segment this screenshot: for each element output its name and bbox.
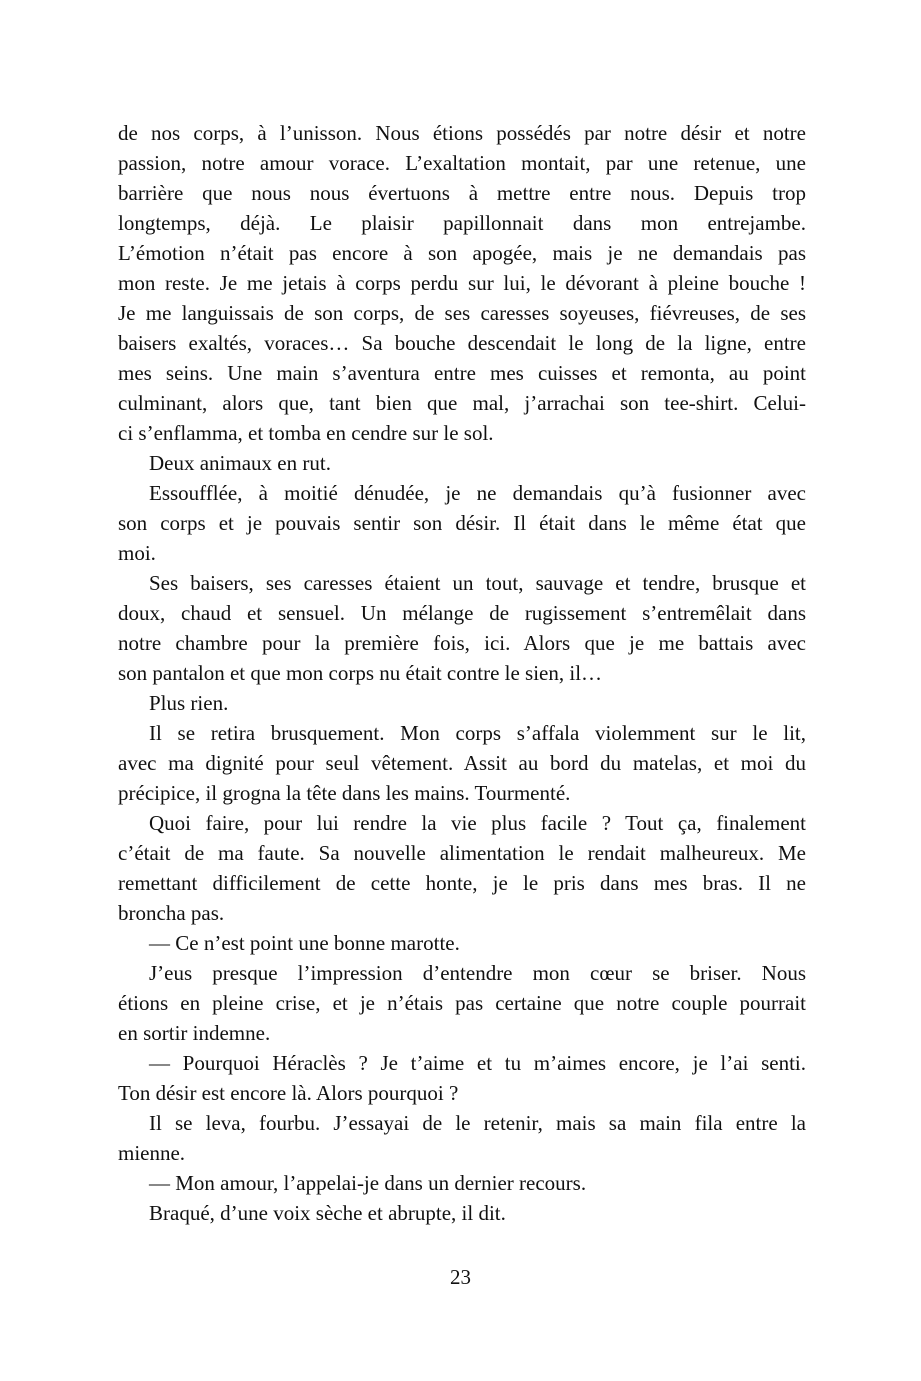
- text-line: barrière que nous nous évertuons à mettre entre nous. Depuis trop: [118, 181, 806, 205]
- text-line: J’eus presque l’impression d’entendre mon cœur se briser. Nous: [149, 961, 806, 985]
- text-line: c’était de ma faute. Sa nouvelle alimentation le rendait malheureux. Me: [118, 841, 806, 865]
- text-line: Ses baisers, ses caresses étaient un tout, sauvage et tendre, brusque et: [149, 571, 806, 595]
- text-line: — Ce n’est point une bonne marotte.: [149, 931, 460, 955]
- text-line: Quoi faire, pour lui rendre la vie plus facile ? Tout ça, finalement: [149, 811, 806, 835]
- text-line: — Mon amour, l’appelai-je dans un dernier recours.: [149, 1171, 587, 1195]
- text-line: son corps et je pouvais sentir son désir. Il était dans le même état que: [118, 511, 806, 535]
- text-line: en sortir indemne.: [118, 1021, 271, 1045]
- text-line: étions en pleine crise, et je n’étais pas certaine que notre couple pourrait: [118, 991, 806, 1015]
- text-line: Il se leva, fourbu. J’essayai de le retenir, mais sa main fila entre la: [149, 1111, 806, 1135]
- text-line: doux, chaud et sensuel. Un mélange de rugissement s’entremêlait dans: [118, 601, 806, 625]
- text-line: son pantalon et que mon corps nu était contre le sien, il…: [118, 661, 603, 685]
- text-line: L’émotion n’était pas encore à son apogée, mais je ne demandais pas: [118, 241, 806, 265]
- text-line: remettant difficilement de cette honte, je le pris dans mes bras. Il ne: [118, 871, 806, 895]
- text-line: précipice, il grogna la tête dans les mains. Tourmenté.: [118, 781, 571, 805]
- text-line: Essoufflée, à moitié dénudée, je ne demandais qu’à fusionner avec: [149, 481, 806, 505]
- text-line: ci s’enflamma, et tomba en cendre sur le sol.: [118, 421, 494, 445]
- text-line: passion, notre amour vorace. L’exaltation montait, par une retenue, une: [118, 151, 806, 175]
- text-line: culminant, alors que, tant bien que mal, j’arrachai son tee-shirt. Celui-: [118, 391, 806, 415]
- text-line: Il se retira brusquement. Mon corps s’affala violemment sur le lit,: [149, 721, 806, 745]
- text-line: Braqué, d’une voix sèche et abrupte, il dit.: [149, 1201, 506, 1225]
- text-line: de nos corps, à l’unisson. Nous étions possédés par notre désir et notre: [118, 121, 806, 145]
- text-line: Plus rien.: [149, 691, 229, 715]
- text-line: avec ma dignité pour seul vêtement. Assit au bord du matelas, et moi du: [118, 751, 806, 775]
- text-line: — Pourquoi Héraclès ? Je t’aime et tu m’aimes encore, je l’ai senti.: [149, 1051, 806, 1075]
- text-line: mon reste. Je me jetais à corps perdu sur lui, le dévorant à pleine bouche !: [118, 271, 806, 295]
- text-line: baisers exaltés, voraces… Sa bouche descendait le long de la ligne, entre: [118, 331, 806, 355]
- text-line: moi.: [118, 541, 156, 565]
- text-line: notre chambre pour la première fois, ici. Alors que je me battais avec: [118, 631, 806, 655]
- text-line: mienne.: [118, 1141, 186, 1165]
- text-line: broncha pas.: [118, 901, 225, 925]
- text-line: Ton désir est encore là. Alors pourquoi ?: [118, 1081, 459, 1105]
- page-number: 23: [450, 1265, 471, 1289]
- text-line: longtemps, déjà. Le plaisir papillonnait dans mon entrejambe.: [118, 211, 806, 235]
- text-line: mes seins. Une main s’aventura entre mes cuisses et remonta, au point: [118, 361, 806, 385]
- text-line: Deux animaux en rut.: [149, 451, 331, 475]
- text-line: Je me languissais de son corps, de ses caresses soyeuses, fiévreuses, de ses: [118, 301, 806, 325]
- body-text: [118, 118, 806, 1228]
